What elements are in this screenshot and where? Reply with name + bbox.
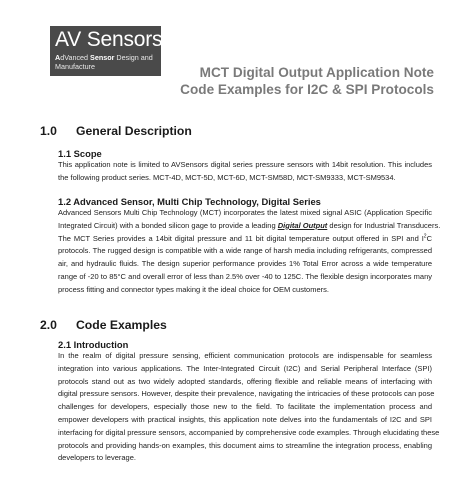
paragraph-line: developers to leverage. [58, 453, 136, 463]
section-heading-general-description [40, 124, 192, 138]
logo-tagline-c: Sensor [90, 53, 115, 62]
paragraph-line: protocols and providing hands-on examples, this document aims to streamline the integration process, enabling [58, 440, 432, 450]
mct-paragraph [58, 207, 441, 297]
introduction-paragraph [58, 350, 440, 465]
subsection-heading-advanced-sensor: 1.2 Advanced Sensor, Multi Chip Technology, Digital Series [58, 196, 321, 207]
paragraph-line: air, and hydraulic fluids. The design superior performance provides 1% Total Error across a wide temperature [58, 259, 432, 269]
text-run: Integrated Circuit) with a bonded silicon gage to provide a leading [58, 220, 278, 230]
text-run: C [426, 233, 432, 243]
subsection-heading-scope: 1.1 Scope [58, 148, 102, 159]
paragraph-line: range of -20 to 85°C and overall error of less than 2.5% over -40 to 125C. The flexible design incorporates many [58, 271, 432, 281]
logo-brand-av: AV [55, 28, 82, 51]
text-run: The MCT Series provides a 14bit digital pressure and 11 bit digital temperature output offered in SPI and I [58, 233, 424, 243]
paragraph-line [58, 220, 441, 233]
paragraph-line: integration into various applications. The Inter-Integrated Circuit (I2C) and Serial Peripheral Interface (SPI) [58, 363, 432, 373]
section-number: 2.0 [40, 318, 57, 332]
document-title-line-2: Code Examples for I2C & SPI Protocols [180, 82, 434, 97]
section-heading-code-examples [40, 318, 167, 332]
superscript: 2 [423, 233, 427, 240]
scope-paragraph [58, 159, 432, 185]
paragraph-line: protocols stand out as two widely adopted standards, offering flexible and reliable means of interfacing with [58, 376, 432, 386]
paragraph-line: Advanced Sensors Multi Chip Technology (MCT) incorporates the latest mixed signal ASIC (Application Specific [58, 208, 432, 217]
logo-tagline-d: Design and [114, 53, 153, 62]
paragraph-line: process fitting and connector types making it the ideal choice for OEM customers. [58, 284, 329, 294]
document-title [134, 64, 434, 98]
text-run: design for Industrial Transducers. [327, 220, 441, 230]
paragraph-line: empower developers with practical insights, this application note delves into the fundamentals of I2C and SPI [58, 414, 432, 424]
paragraph-line: the following product series. MCT-4D, MCT-5D, MCT-6D, MCT-SM58D, MCT-SM9333, MCT-SM9534. [58, 172, 396, 182]
paragraph-line: interfacing for digital pressure sensors, accompanied by comprehensive code examples. Through elucidating these [58, 427, 440, 437]
paragraph-line: This application note is limited to AVSensors digital series pressure sensors with 14bit resolution. This includes [58, 160, 432, 169]
logo-tagline-a: A [55, 53, 61, 62]
logo-brand [55, 28, 163, 51]
section-number: 1.0 [40, 124, 57, 138]
paragraph-line: In the realm of digital pressure sensing, efficient communication protocols are indispensable for seamless [58, 351, 432, 360]
logo-tagline-2: Manufacture [55, 62, 95, 71]
paragraph-line: protocols. The rugged design is compatible with a wide range of harsh media including refrigerants, compressed [58, 246, 432, 256]
section-title: General Description [76, 124, 192, 138]
document-title-line-1: MCT Digital Output Application Note [199, 65, 434, 80]
paragraph-line: digital pressure sensors. However, despite their prevalence, navigating the intricacies of these protocols can pose [58, 389, 435, 399]
paragraph-line [58, 233, 432, 246]
digital-output-emphasis: Digital Output [277, 220, 328, 230]
logo-tagline-b: dVanced [60, 53, 91, 62]
section-title: Code Examples [76, 318, 167, 332]
paragraph-line: challenges for developers, especially those new to the field. To facilitate the implementation process and [58, 402, 432, 412]
subsection-heading-introduction: 2.1 Introduction [58, 339, 129, 350]
logo-brand-sensors: Sensors [86, 28, 163, 51]
